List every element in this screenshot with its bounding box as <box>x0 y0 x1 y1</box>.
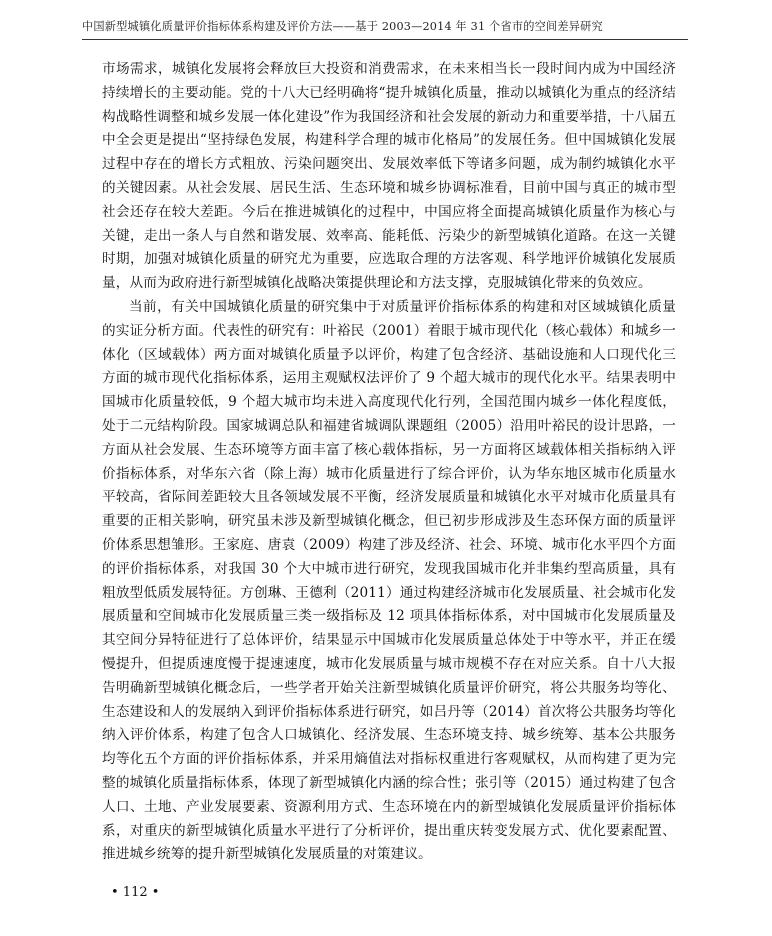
header-rule <box>82 39 688 40</box>
body-text <box>102 58 676 867</box>
page-number: • 112 • <box>111 885 160 900</box>
paragraph-continued: 市场需求，城镇化发展将会释放巨大投资和消费需求，在未来相当长一段时间内成为中国经济持续增长的主要动能。党的十八大已经明确将“提升城镇化质量，推动以城镇化为重点的经济结构战略性调整和城乡发展一体化建设”作为我国经济和社会发展的新动力和重要举措，十八届五中全会更是提出“坚持绿色发展，构建科学合理的城市化格局”的发展任务。但中国城镇化发展过程中存在的增长方式粗放、污染问题突出、发展效率低下等诸多问题，成为制约城镇化水平的关键因素。从社会发展、居民生活、生态环境和城乡协调标准看，目前中国与真正的城市型社会还存在较大差距。今后在推进城镇化的过程中，中国应将全面提高城镇化质量作为核心与关键，走出一条人与自然和谐发展、效率高、能耗低、污染少的新型城镇化道路。在这一关键时期，加强对城镇化质量的研究尤为重要，应选取合理的方法客观、科学地评价城镇化发展质量，从而为政府进行新型城镇化战略决策提供理论和方法支撑，克服城镇化带来的负效应。 <box>102 61 676 292</box>
paragraph-literature-review: 当前，有关中国城镇化质量的研究集中于对质量评价指标体系的构建和对区域城镇化质量的实证分析方面。代表性的研究有：叶裕民（2001）着眼于城市现代化（核心载体）和城乡一体化（区域载体）两方面对城镇化质量予以评价，构建了包含经济、基础设施和人口现代化三方面的城市现代化指标体系，运用主观赋权法评价了 9 个超大城市的现代化水平。结果表明中国城市化质量较低，9 个超大城市均未进入高度现代化行列，全国范围内城乡一体化程度低，处于二元结构阶段。国家城调总队和福建省城调队课题组（2005）沿用叶裕民的设计思路，一方面从社会发展、生态环境等方面丰富了核心载体指标，另一方面将区域载体相关指标纳入评价指标体系，对华东六省（除上海）城市化质量进行了综合评价，认为华东地区城市化质量水平较高，省际间差距较大且各领域发展不平衡，经济发展质量和城镇化水平对城市化质量具有重要的正相关影响，研究虽未涉及新型城镇化概念，但已初步形成涉及生态环保方面的质量评价体系思想雏形。王家庭、唐袁（2009）构建了涉及经济、社会、环境、城市化水平四个方面的评价指标体系，对我国 30 个大中城市进行研究，发现我国城市化并非集约型高质量，具有粗放型低质发展特征。方创琳、王德利（2011）通过构建经济城市化发展质量、社会城市化发展质量和空间城市化发展质量三类一级指标及 12 项具体指标体系，对中国城市化发展质量及其空间分异特征进行了总体评价，结果显示中国城市化发展质量总体处于中等水平，并正在缓慢提升，但提质速度慢于提速速度，城市化发展质量与城市规模不存在对应关系。自十八大报告明确新型城镇化概念后，一些学者开始关注新型城镇化质量评价研究，将公共服务均等化、生态建设和人的发展纳入到评价指标体系进行研究，如吕丹等（2014）首次将公共服务均等化纳入评价体系，构建了包含人口城镇化、经济发展、生态环境支持、城乡统筹、基本公共服务均等化五个方面的评价指标体系，并采用熵值法对指标权重进行客观赋权，从而构建了更为完整的城镇化质量指标体系，体现了新型城镇化内涵的综合性；张引等（2015）通过构建了包含人口、土地、产业发展要素、资源利用方式、生态环境在内的新型城镇化发展质量评价指标体系，对重庆的新型城镇化质量水平进行了分析评价，提出重庆转变发展方式、优化要素配置、推进城乡统筹的提升新型城镇化发展质量的对策建议。 <box>102 298 676 863</box>
running-header: 中国新型城镇化质量评价指标体系构建及评价方法——基于 2003—2014 年 31 个省市的空间差异研究 <box>82 20 603 33</box>
